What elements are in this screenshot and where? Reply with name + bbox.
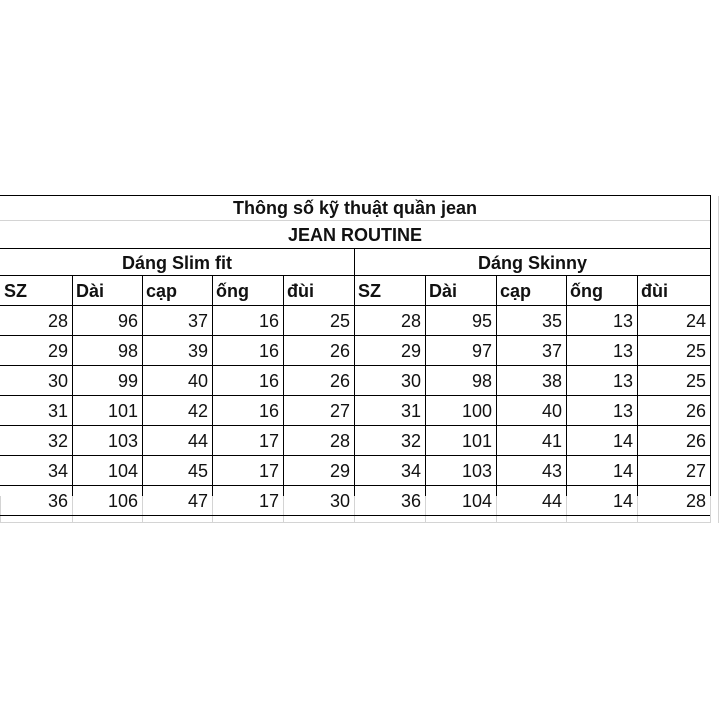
table-cell[interactable]: 28 bbox=[47, 311, 68, 331]
table-cell[interactable]: 29 bbox=[400, 341, 421, 361]
table-cell[interactable]: 24 bbox=[685, 311, 706, 331]
table-cell[interactable]: 32 bbox=[47, 431, 68, 451]
table-cell[interactable]: 27 bbox=[685, 461, 706, 481]
table-cell[interactable]: 97 bbox=[471, 341, 492, 361]
column-header[interactable]: cạp bbox=[500, 281, 532, 301]
table-cell[interactable]: 34 bbox=[47, 461, 68, 481]
sheet-title[interactable]: Thông số kỹ thuật quần jean bbox=[232, 198, 477, 218]
table-cell[interactable]: 25 bbox=[329, 311, 350, 331]
table-cell[interactable]: 40 bbox=[187, 371, 208, 391]
table-cell[interactable]: 38 bbox=[541, 371, 562, 391]
table-cell[interactable]: 31 bbox=[47, 401, 68, 421]
table-cell[interactable]: 39 bbox=[187, 341, 208, 361]
table-cell[interactable]: 17 bbox=[258, 431, 279, 451]
grid-line bbox=[0, 248, 710, 249]
table-cell[interactable]: 36 bbox=[47, 491, 68, 511]
table-cell[interactable]: 31 bbox=[400, 401, 421, 421]
table-cell[interactable]: 96 bbox=[117, 311, 138, 331]
table-cell[interactable]: 44 bbox=[541, 491, 562, 511]
table-cell[interactable]: 106 bbox=[107, 491, 138, 511]
table-cell[interactable]: 37 bbox=[541, 341, 562, 361]
table-cell[interactable]: 13 bbox=[612, 401, 633, 421]
table-cell[interactable]: 17 bbox=[258, 491, 279, 511]
table-cell[interactable]: 13 bbox=[612, 371, 633, 391]
table-cell[interactable]: 44 bbox=[187, 431, 208, 451]
table-cell[interactable]: 30 bbox=[47, 371, 68, 391]
table-cell[interactable]: 98 bbox=[471, 371, 492, 391]
table-cell[interactable]: 30 bbox=[329, 491, 350, 511]
table-cell[interactable]: 103 bbox=[461, 461, 492, 481]
table-cell[interactable]: 16 bbox=[258, 401, 279, 421]
table-cell[interactable]: 16 bbox=[258, 371, 279, 391]
table-cell[interactable]: 45 bbox=[187, 461, 208, 481]
table-cell[interactable]: 17 bbox=[258, 461, 279, 481]
column-header[interactable]: cạp bbox=[146, 281, 178, 301]
table-cell[interactable]: 101 bbox=[107, 401, 138, 421]
table-cell[interactable]: 28 bbox=[329, 431, 350, 451]
table-cell[interactable]: 16 bbox=[258, 341, 279, 361]
table-cell[interactable]: 41 bbox=[541, 431, 562, 451]
table-cell[interactable]: 25 bbox=[685, 341, 706, 361]
table-cell[interactable]: 28 bbox=[685, 491, 706, 511]
table-cell[interactable]: 25 bbox=[685, 371, 706, 391]
table-cell[interactable]: 40 bbox=[541, 401, 562, 421]
table-cell[interactable]: 28 bbox=[400, 311, 421, 331]
table-cell[interactable]: 104 bbox=[107, 461, 138, 481]
table-cell[interactable]: 32 bbox=[400, 431, 421, 451]
group-title-skinny[interactable]: Dáng Skinny bbox=[477, 253, 588, 273]
table-cell[interactable]: 100 bbox=[461, 401, 492, 421]
table-cell[interactable]: 14 bbox=[612, 491, 633, 511]
table-cell[interactable]: 26 bbox=[685, 431, 706, 451]
table-cell[interactable]: 30 bbox=[400, 371, 421, 391]
table-cell[interactable]: 26 bbox=[329, 371, 350, 391]
grid-line bbox=[710, 195, 711, 496]
table-cell[interactable]: 14 bbox=[612, 461, 633, 481]
column-header[interactable]: ống bbox=[216, 281, 249, 301]
table-cell[interactable]: 36 bbox=[400, 491, 421, 511]
table-cell[interactable]: 98 bbox=[117, 341, 138, 361]
table-cell[interactable]: 103 bbox=[107, 431, 138, 451]
table-cell[interactable]: 37 bbox=[187, 311, 208, 331]
column-header[interactable]: đùi bbox=[287, 281, 314, 301]
table-cell[interactable]: 101 bbox=[461, 431, 492, 451]
table-cell[interactable]: 13 bbox=[612, 311, 633, 331]
column-header[interactable]: Dài bbox=[76, 281, 105, 301]
table-cell[interactable]: 26 bbox=[329, 341, 350, 361]
table-cell[interactable]: 34 bbox=[400, 461, 421, 481]
table-cell[interactable]: 29 bbox=[329, 461, 350, 481]
table-cell[interactable]: 13 bbox=[612, 341, 633, 361]
grid-line bbox=[0, 522, 710, 523]
table-cell[interactable]: 27 bbox=[329, 401, 350, 421]
grid-line bbox=[0, 220, 710, 221]
column-header[interactable]: SZ bbox=[358, 281, 382, 301]
brand-title[interactable]: JEAN ROUTINE bbox=[287, 225, 422, 245]
column-header[interactable]: Dài bbox=[429, 281, 458, 301]
group-title-slim-fit[interactable]: Dáng Slim fit bbox=[121, 253, 232, 273]
column-header[interactable]: ống bbox=[570, 281, 603, 301]
table-cell[interactable]: 16 bbox=[258, 311, 279, 331]
table-cell[interactable]: 104 bbox=[461, 491, 492, 511]
table-cell[interactable]: 47 bbox=[187, 491, 208, 511]
table-cell[interactable]: 43 bbox=[541, 461, 562, 481]
grid-line bbox=[718, 196, 719, 523]
table-cell[interactable]: 14 bbox=[612, 431, 633, 451]
table-cell[interactable]: 99 bbox=[117, 371, 138, 391]
table-cell[interactable]: 95 bbox=[471, 311, 492, 331]
table-cell[interactable]: 35 bbox=[541, 311, 562, 331]
table-cell[interactable]: 29 bbox=[47, 341, 68, 361]
column-header[interactable]: SZ bbox=[4, 281, 28, 301]
column-header[interactable]: đùi bbox=[641, 281, 668, 301]
table-cell[interactable]: 26 bbox=[685, 401, 706, 421]
table-cell[interactable]: 42 bbox=[187, 401, 208, 421]
